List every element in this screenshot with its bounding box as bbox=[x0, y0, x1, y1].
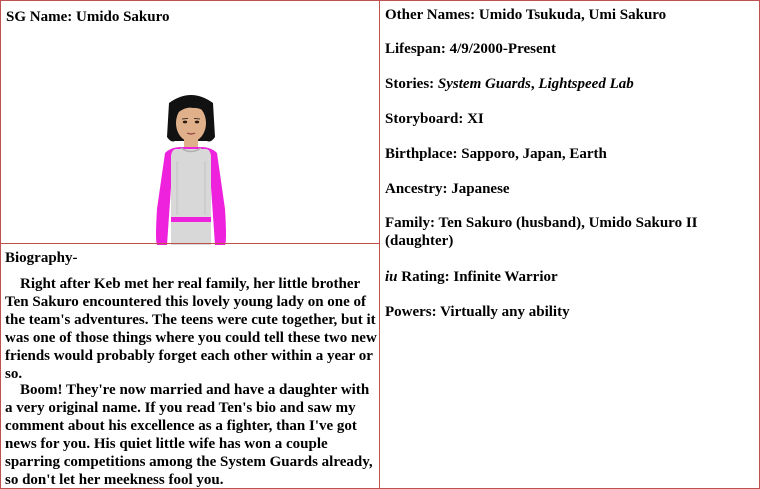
stories-item-1: System Guards bbox=[437, 76, 531, 92]
family-value: Ten Sakuro (husband), Umido Sakuro II (daughter) bbox=[385, 215, 698, 249]
biography-heading: Biography- bbox=[5, 250, 78, 266]
stories-item-2: Lightspeed Lab bbox=[538, 76, 634, 92]
powers-line bbox=[385, 303, 755, 321]
lifespan-line bbox=[385, 40, 755, 58]
biography-paragraph-1: Right after Keb met her real family, her little brother Ten Sakuro encountered this lovely young lady on one of the team's adventures. The teens were cute together, but it was one of those things where you could tell these two new friends would probably forget each other within a year or so. bbox=[5, 276, 377, 382]
rating-line bbox=[385, 268, 755, 286]
rating-label: Rating: bbox=[401, 269, 450, 285]
rating-value: Infinite Warrior bbox=[453, 269, 558, 285]
character-portrait-icon bbox=[141, 91, 241, 245]
lifespan-label: Lifespan: bbox=[385, 41, 446, 57]
name-portrait-cell bbox=[0, 0, 380, 244]
storyboard-value: XI bbox=[467, 111, 484, 127]
stories-line bbox=[385, 75, 755, 93]
family-label: Family: bbox=[385, 215, 435, 231]
stories-label: Stories: bbox=[385, 76, 435, 92]
sg-name-line bbox=[6, 8, 170, 26]
ancestry-line bbox=[385, 180, 755, 198]
ancestry-value: Japanese bbox=[451, 181, 510, 197]
other-names-label: Other Names: bbox=[385, 7, 476, 23]
other-names-value: Umido Tsukuda, Umi Sakuro bbox=[478, 7, 667, 23]
stories-separator: , bbox=[530, 76, 539, 92]
biography-paragraph-2: Boom! They're now married and have a daughter with a very original name. If you read Ten's bio and saw my comment about his excellence as a fighter, than I've got news for you. His quiet little wife has won a couple sparring competitions among the System Guards already, so don't let her meekness fool you. bbox=[5, 382, 373, 488]
rating-prefix: iu bbox=[385, 269, 398, 285]
birthplace-value: Sapporo, Japan, Earth bbox=[461, 146, 607, 162]
powers-label: Powers: bbox=[385, 304, 437, 320]
other-names-line bbox=[385, 6, 755, 24]
storyboard-label: Storyboard: bbox=[385, 111, 464, 127]
sg-name-label: SG Name: bbox=[6, 9, 73, 25]
biography-cell bbox=[0, 243, 380, 489]
ancestry-label: Ancestry: bbox=[385, 181, 448, 197]
storyboard-line bbox=[385, 110, 755, 128]
birthplace-label: Birthplace: bbox=[385, 146, 458, 162]
info-cell bbox=[379, 0, 760, 489]
family-line bbox=[385, 214, 755, 250]
birthplace-line bbox=[385, 145, 755, 163]
sg-name-value: Umido Sakuro bbox=[76, 9, 170, 25]
powers-value: Virtually any ability bbox=[440, 304, 570, 320]
lifespan-value: 4/9/2000-Present bbox=[449, 41, 556, 57]
